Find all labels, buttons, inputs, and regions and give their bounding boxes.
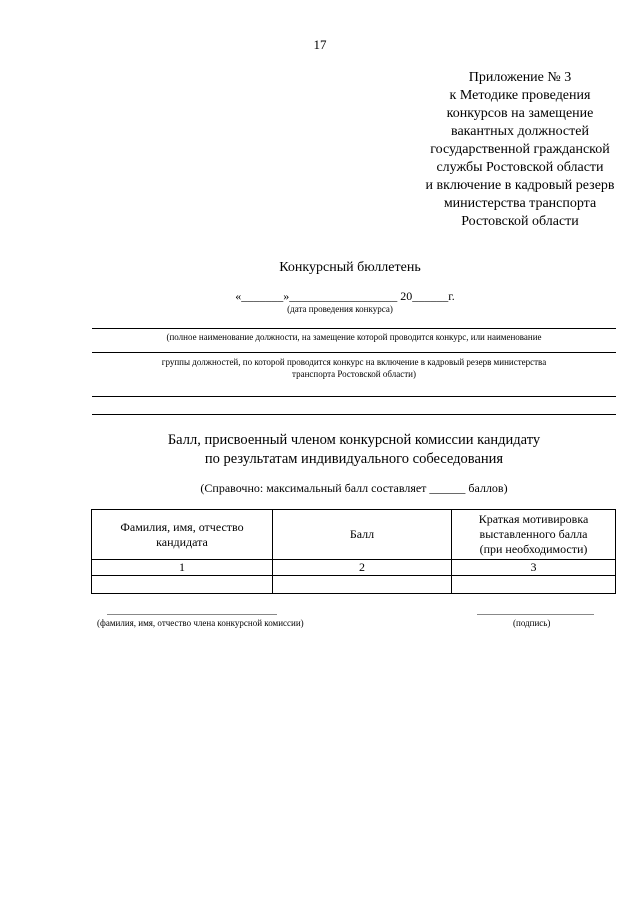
name-signature-line <box>107 614 277 615</box>
heading-line: Балл, присвоенный членом конкурсной комиссии кандидату <box>167 432 541 448</box>
appendix-line: и включение в кадровый резерв <box>425 178 615 193</box>
max-score-note: (Справочно: максимальный балл составляет ______ баллов) <box>200 481 508 495</box>
header-candidate: Фамилия, имя, отчество кандидата <box>92 510 273 560</box>
table-number-row <box>92 560 616 576</box>
header-motivation: Краткая мотивировка выставленного балла (при необходимости) <box>452 510 616 560</box>
position-line <box>92 328 616 329</box>
position-line <box>92 352 616 353</box>
position-caption: (полное наименование должности, на замещение которой проводится конкурс, или наименование <box>166 332 542 342</box>
table-header-row <box>92 510 616 560</box>
name-caption: (фамилия, имя, отчество члена конкурсной комиссии) <box>97 618 304 628</box>
table-cell[interactable] <box>452 576 616 594</box>
date-line: «_______»__________________ 20______г. <box>235 289 455 303</box>
appendix-line: вакантных должностей <box>451 124 589 139</box>
appendix-line: к Методике проведения <box>449 88 591 103</box>
appendix-line: службы Ростовской области <box>436 160 604 175</box>
date-caption: (дата проведения конкурса) <box>287 304 393 314</box>
position-line <box>92 396 616 397</box>
table-cell[interactable] <box>92 576 273 594</box>
page-number: 17 <box>313 37 327 52</box>
bulletin-title: Конкурсный бюллетень <box>279 260 421 275</box>
header-score: Балл <box>273 510 452 560</box>
table-cell[interactable] <box>273 576 452 594</box>
score-table <box>91 509 616 594</box>
signature-caption: (подпись) <box>513 618 551 628</box>
column-number: 2 <box>273 560 452 576</box>
appendix-line: государственной гражданской <box>430 142 610 157</box>
appendix-line: министерства транспорта <box>443 196 597 211</box>
position-caption: группы должностей, по которой проводится конкурс на включение в кадровый резерв министерства <box>161 357 547 367</box>
signature-line <box>477 614 594 615</box>
heading-line: по результатам индивидуального собеседования <box>204 451 504 467</box>
position-caption: транспорта Ростовской области) <box>292 369 416 379</box>
table-row <box>92 576 616 594</box>
appendix-block <box>405 69 635 231</box>
appendix-line: Приложение № 3 <box>468 70 572 85</box>
appendix-line: конкурсов на замещение <box>446 106 594 121</box>
column-number: 1 <box>92 560 273 576</box>
position-line <box>92 414 616 415</box>
appendix-line: Ростовской области <box>461 214 579 229</box>
column-number: 3 <box>452 560 616 576</box>
score-heading <box>92 431 616 469</box>
